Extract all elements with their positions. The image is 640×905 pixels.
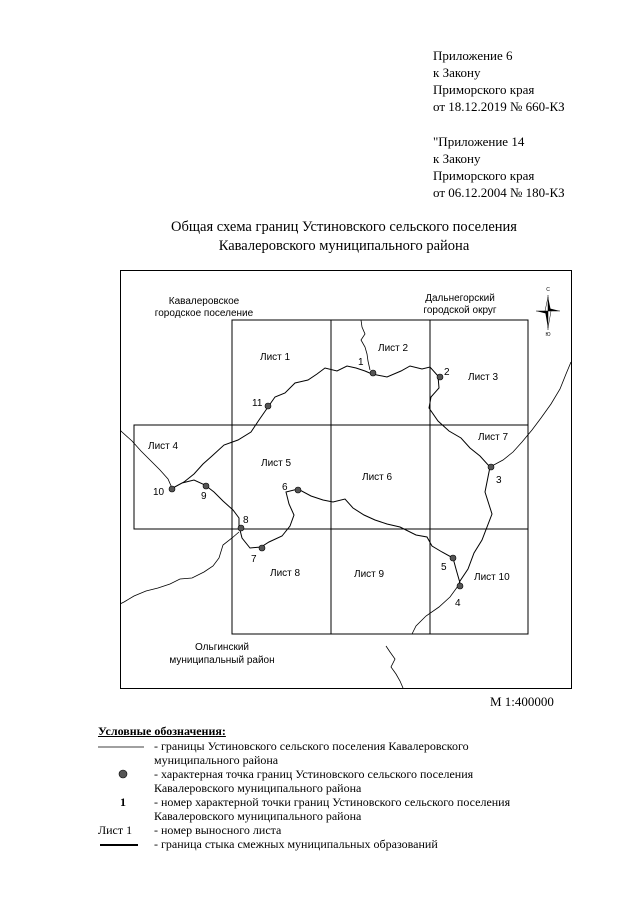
adjacent-boundaries (120, 320, 571, 688)
sheet-10-label: Лист 10 (474, 572, 510, 583)
compass-south-arrow-light (548, 311, 551, 328)
legend-item-point (98, 767, 638, 795)
point-7-marker (259, 545, 265, 551)
appendix-14-line: к Закону (433, 151, 481, 166)
appendix-14-line: Приморского края (433, 168, 535, 183)
region-dalnegorsky-line2: городской округ (423, 305, 497, 316)
region-dalnegorsky-line1: Дальнегорский (425, 293, 495, 304)
adjacent-boundary-nw (120, 430, 172, 488)
legend-item-text: - граница стыка смежных муниципальных образований (154, 837, 438, 851)
point-1-marker (370, 370, 376, 376)
appendix-6-line: Приложение 6 (433, 48, 513, 63)
sheet-5-label: Лист 5 (261, 458, 292, 469)
map-border (121, 271, 572, 689)
point-4-marker (457, 583, 463, 589)
point-7-label: 7 (251, 554, 257, 565)
boundary-map (120, 270, 572, 689)
compass-north-arrow-light (545, 297, 548, 311)
point-10-marker (169, 486, 175, 492)
point-9-label: 9 (201, 491, 207, 502)
thick-line-symbol (98, 837, 148, 851)
appendix-6-header (433, 47, 565, 115)
point-2-marker (437, 374, 443, 380)
region-olginsky-line1: Ольгинский (194, 642, 250, 653)
map-title-line: Кавалеровского муниципального района (218, 238, 470, 254)
legend (98, 724, 638, 851)
point-4-label: 4 (455, 598, 461, 609)
region-kavalerovskoe-line2: городское поселение (154, 308, 254, 319)
point-6-label: 6 (282, 482, 288, 493)
region-olginsky-line2: муниципальный район (169, 655, 275, 666)
sheet-7-label: Лист 7 (478, 432, 509, 443)
appendix-14-header (433, 133, 565, 201)
map-title-line: Общая схема границ Устиновского сельского поселения (171, 219, 517, 235)
legend-item-junction (98, 837, 638, 851)
compass-south-letter: Ю (545, 332, 551, 338)
legend-item-point-number (98, 795, 638, 823)
appendix-6-line: от 18.12.2019 № 660-КЗ (433, 99, 565, 114)
map-title (0, 218, 640, 256)
number-symbol: 1 (120, 795, 126, 809)
sheet-1-label: Лист 1 (260, 352, 291, 363)
appendix-6-line: к Закону (433, 65, 481, 80)
map-scale: М 1:400000 (490, 694, 554, 709)
sheet-grid (134, 320, 528, 634)
compass-rose (536, 287, 560, 338)
point-3-marker (488, 464, 494, 470)
point-1-label: 1 (358, 357, 364, 368)
adjacent-boundary-southeast (412, 586, 458, 634)
compass-west-arrow (536, 311, 548, 314)
sheet-9-label: Лист 9 (354, 569, 385, 580)
point-11-label: 11 (252, 398, 263, 409)
legend-title: Условные обозначения: (98, 724, 226, 738)
sheet-4-label: Лист 4 (148, 441, 179, 452)
point-5-marker (450, 555, 456, 561)
sheet-symbol: Лист 1 (98, 823, 133, 837)
point-5-label: 5 (441, 562, 447, 573)
point-6-marker (295, 487, 301, 493)
legend-item-text: муниципального района (154, 753, 279, 767)
point-2-label: 2 (444, 367, 450, 378)
point-9-marker (203, 483, 209, 489)
legend-item-text: Кавалеровского муниципального района (154, 781, 362, 795)
appendix-14-line: "Приложение 14 (433, 134, 525, 149)
point-10-label: 10 (153, 487, 165, 498)
sheet-6-label: Лист 6 (362, 472, 393, 483)
legend-item-text: - характерная точка границ Устиновского сельского поселения (154, 767, 474, 781)
compass-north-letter: С (546, 287, 550, 293)
sheet-3-label: Лист 3 (468, 372, 499, 383)
thin-line-symbol (98, 739, 148, 753)
point-8-label: 8 (243, 515, 249, 526)
legend-item-text: - номер характерной точки границ Устиновского сельского поселения (154, 795, 511, 809)
appendix-6-line: Приморского края (433, 82, 535, 97)
point-3-label: 3 (496, 475, 502, 486)
legend-item-text: - границы Устиновского сельского поселения Кавалеровского (154, 739, 469, 753)
point-11-marker (265, 403, 271, 409)
compass-east-arrow (548, 308, 560, 311)
legend-item-sheet (98, 823, 638, 837)
sheet-2-label: Лист 2 (378, 343, 409, 354)
legend-item-text: - номер выносного листа (154, 823, 282, 837)
appendix-14-line: от 06.12.2004 № 180-КЗ (433, 185, 565, 200)
sheet-8-label: Лист 8 (270, 568, 301, 579)
region-kavalerovskoe-line1: Кавалеровское (168, 296, 240, 307)
dot-symbol (98, 767, 148, 781)
adjacent-boundary-sw (120, 532, 239, 604)
adjacent-boundary-south (386, 646, 403, 688)
legend-item-boundary (98, 739, 638, 767)
legend-item-text: Кавалеровского муниципального района (154, 809, 362, 823)
adjacent-boundary-northeast (490, 362, 571, 467)
